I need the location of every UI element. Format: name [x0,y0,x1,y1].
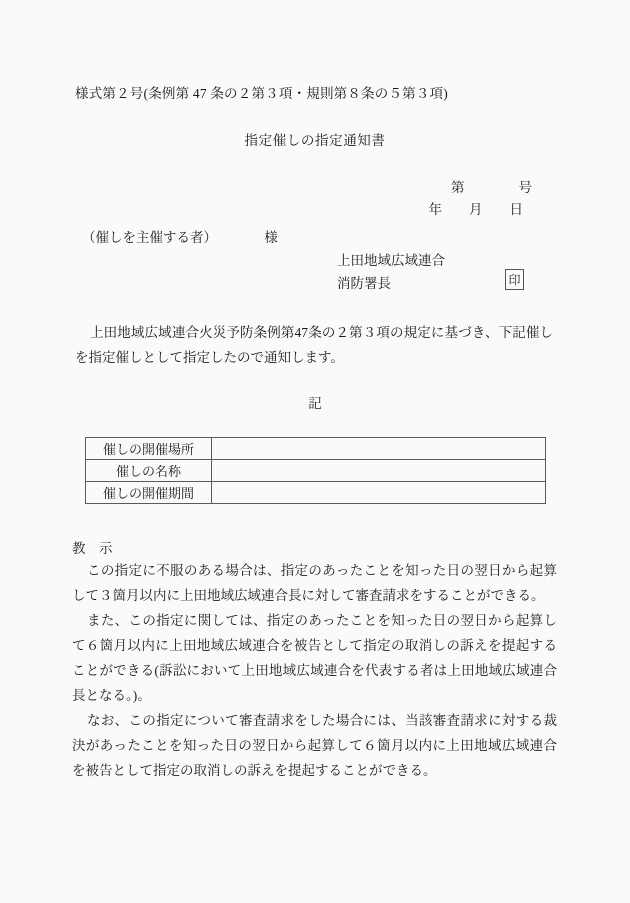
notice-body-paragraph: 上田地域広域連合火災予防条例第47条の２第３項の規定に基づき、下記催しを指定催しとして指定したので通知します。 [75,325,553,365]
document-title: 指定催しの指定通知書 [244,133,386,148]
table-row-label: 催しの名称 [86,460,212,482]
instructions-body [72,558,557,783]
document-date-line: 年 月 日 [428,202,523,217]
instructions-paragraph: また、この指定に関しては、指定のあったことを知った日の翌日から起算して６箇月以内に上田地域広域連合を被告として指定の取消しの訴えを提起することができる(訴訟において上田地域広域連合を代表する者は上田地域広域連合長となる。)。 [72,613,557,703]
table-row-label: 催しの開催場所 [86,438,212,460]
ki-marker: 記 [308,396,322,411]
addressee-line: （催しを主催する者） 様 [82,230,278,245]
issuer-position: 消防署長 [337,276,391,291]
issuer-organization: 上田地域広域連合 [337,253,445,268]
document-number-line: 第 号 [451,180,532,195]
event-details-table [85,437,546,504]
table-row-value[interactable] [212,482,546,504]
instructions-paragraph: なお、この指定について審査請求をした場合には、当該審査請求に対する裁決があったことを知った日の翌日から起算して６箇月以内に上田地域広域連合を被告として指定の取消しの訴えを提起することができる。 [72,713,557,778]
table-row-value[interactable] [212,438,546,460]
form-number: 様式第２号(条例第 47 条の２第３項・規則第８条の５第３項) [75,86,448,101]
seal-stamp-icon: 印 [505,269,524,290]
table-row [86,460,546,482]
instructions-heading: 教 示 [72,541,113,556]
table-row [86,438,546,460]
table-row [86,482,546,504]
issuer-block [337,249,521,295]
table-row-label: 催しの開催期間 [86,482,212,504]
number-date-block [330,177,545,221]
instructions-paragraph: この指定に不服のある場合は、指定のあったことを知った日の翌日から起算して３箇月以内に上田地域広域連合長に対して審査請求をすることができる。 [72,563,557,603]
table-row-value[interactable] [212,460,546,482]
